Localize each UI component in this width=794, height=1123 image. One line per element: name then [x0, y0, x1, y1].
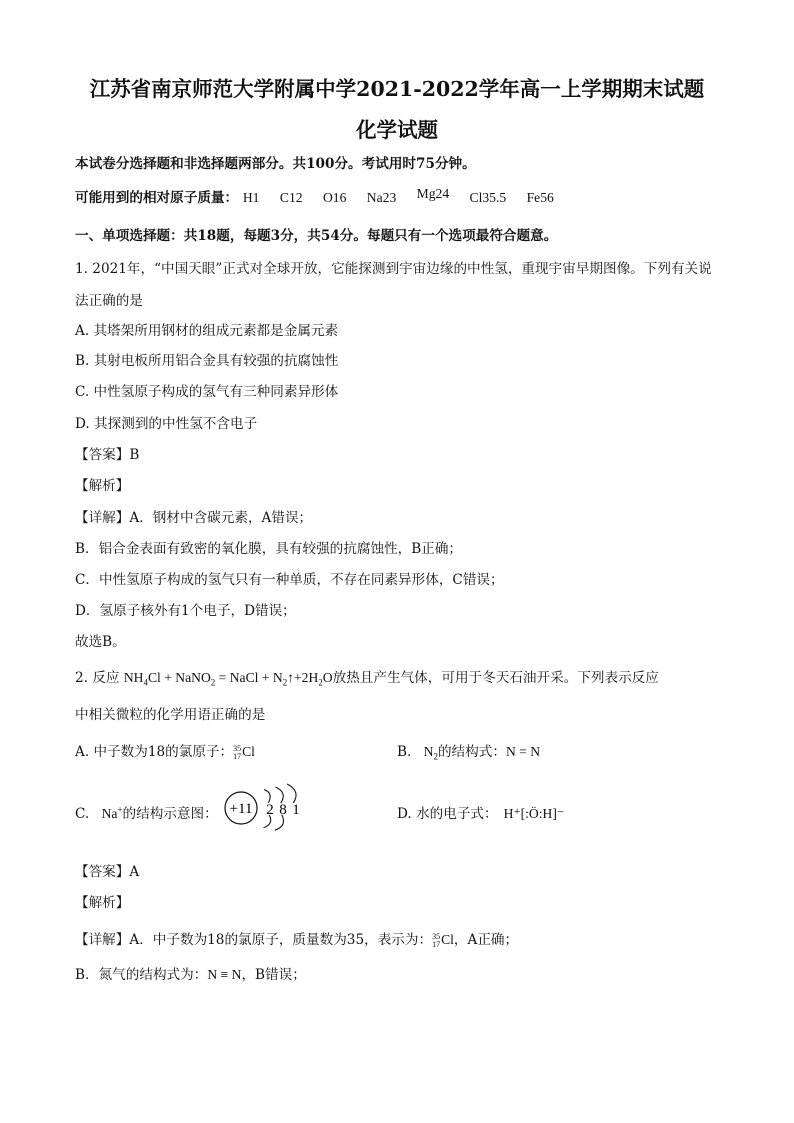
atomic-mass-item: H1	[242, 190, 260, 205]
atomic-mass-item: Mg24	[416, 186, 450, 201]
q2-stem-line2: 中相关微粒的化学用语正确的是	[75, 707, 266, 723]
q1-option-d: D. 其探测到的中性氢不含电子	[75, 416, 258, 432]
nucleus-charge: +11	[229, 801, 253, 817]
isotope-notation: 35 17	[233, 743, 242, 761]
q1-detail-line: C．中性氢原子构成的氢气只有一种单质，不存在同素异形体，C错误；	[75, 572, 504, 588]
electron-shell-arc	[287, 782, 298, 803]
q1-answer: 【答案】B	[75, 447, 140, 463]
atomic-mass-label: 可能用到的相对原子质量：	[75, 190, 239, 206]
section-heading: 一、单项选择题：共18题，每题3分，共54分。每题只有一个选项最符合题意。	[75, 228, 558, 244]
electron-shell-arc	[275, 785, 285, 803]
q1-analysis-heading: 【解析】	[75, 478, 130, 494]
shell-electron-count: 8	[279, 802, 287, 818]
q2-detail-line: 【详解】A．中子数为18的氯原子，质量数为35，表示为： 35 17 Cl，A正确；	[75, 931, 519, 949]
sodium-ion-structure-diagram	[222, 776, 314, 840]
atomic-mass-item: O16	[322, 190, 347, 205]
q1-stem-line1: 1. 2021年，“中国天眼”正式对全球开放，它能探测到宇宙边缘的中性氢，重现宇宙早期图像。下列有关说	[75, 261, 712, 277]
q2-option-b: B. $N_2$的结构式：N = N	[397, 744, 541, 762]
atomic-mass-item: Na23	[366, 190, 397, 205]
atomic-mass-item: C12	[279, 190, 303, 205]
q1-detail-line: 故选B。	[75, 634, 126, 650]
q1-option-c: C. 中性氢原子构成的氢气有三种同素异形体	[75, 384, 339, 400]
shell-electron-count: 1	[292, 802, 300, 818]
q2-stem-suffix: 放热且产生气体，可用于冬天石油开采。下列表示反应	[332, 670, 659, 686]
atomic-mass-item: Fe56	[526, 190, 554, 205]
q1-option-b: B. 其射电板所用铝合金具有较强的抗腐蚀性	[75, 353, 339, 369]
q2-option-d: D. 水的电子式： H⁺[:Ö:H]⁻	[397, 806, 565, 822]
atomic-mass-item: Cl35.5	[469, 190, 507, 205]
q1-stem-line2: 法正确的是	[75, 293, 143, 309]
q2-option-a: A. 中子数为18的氯原子： 35 17 Cl	[75, 743, 255, 761]
q1-detail-line: B．铝合金表面有致密的氧化膜，具有较强的抗腐蚀性，B正确；	[75, 541, 463, 557]
q1-detail-line: 【详解】A．钢材中含碳元素，A错误；	[75, 510, 313, 526]
q2-equation: $NH_4Cl$ + NaNO$_2$ = NaCl + $N_2↑+2H_2O$	[123, 670, 333, 688]
shell-electron-count: 2	[266, 802, 274, 818]
water-electron-formula: H⁺[:Ö:H]⁻	[503, 806, 565, 821]
q1-option-a: A. 其塔架所用钢材的组成元素都是金属元素	[75, 323, 339, 339]
q2-stem-line1	[75, 666, 659, 688]
electron-shell-arc	[264, 788, 272, 803]
q2-analysis-heading: 【解析】	[75, 895, 130, 911]
isotope-notation: 35 17	[432, 931, 441, 949]
q2-option-c: C. Na+的结构示意图：	[75, 804, 218, 822]
exam-intro: 本试卷分选择题和非选择题两部分。共100分。考试用时75分钟。	[75, 156, 476, 172]
q2-number: 2.	[75, 670, 88, 686]
page-subtitle: 化学试题	[356, 118, 438, 142]
q2-stem-prefix: 反应	[92, 670, 120, 686]
page-title: 江苏省南京师范大学附属中学2021-2022学年高一上学期期末试题	[89, 77, 705, 101]
atomic-mass-line	[75, 186, 571, 206]
q2-detail-line: B．氮气的结构式为：N ≡ N，B错误；	[75, 967, 306, 983]
atomic-mass-list	[242, 186, 571, 205]
q2-answer: 【答案】A	[75, 864, 140, 880]
q1-detail-line: D．氢原子核外有1个电子，D错误；	[75, 603, 296, 619]
